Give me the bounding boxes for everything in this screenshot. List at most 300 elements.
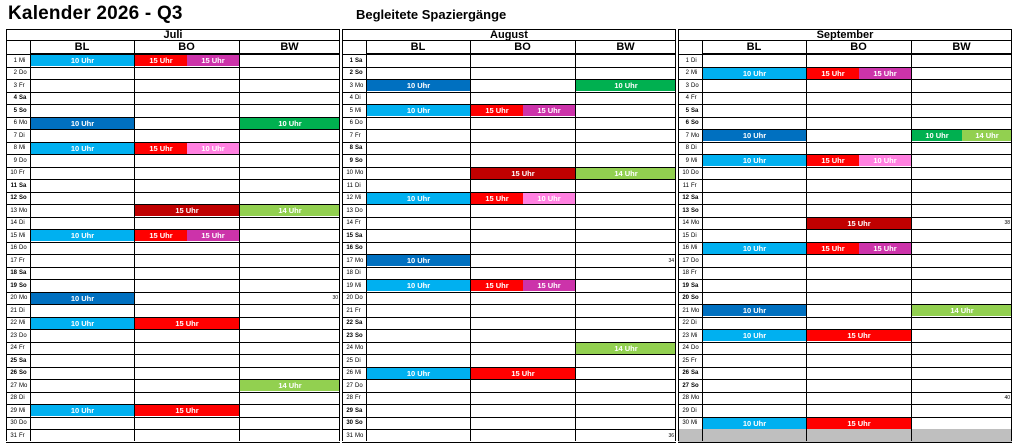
day-label [678,267,702,279]
row-divider [678,167,1012,168]
day-number: 25 [682,357,689,364]
day-label [6,267,30,279]
weekday: Sa [355,320,363,326]
column-divider [806,41,807,441]
day-label [678,317,702,329]
column-divider [1011,29,1012,441]
day-label [678,167,702,179]
column-divider [470,41,471,441]
row-divider [342,379,676,380]
day-number: 20 [346,295,353,301]
weekday: Fr [691,357,697,364]
day-label [342,405,366,417]
day-label [678,392,702,404]
appointment-bo[interactable]: 15 Uhr [471,368,575,379]
weekday: Mi [691,332,698,339]
day-number: 26 [682,370,689,376]
weekday: Do [691,345,699,351]
day-number: 24 [346,345,353,351]
appointment-bl[interactable]: 10 Uhr [31,143,134,154]
appointment-bo[interactable]: 15 Uhr [859,68,911,79]
row-divider [6,392,340,393]
column-divider [339,29,340,441]
weekday: Sa [19,270,27,276]
day-number: 7 [13,132,17,139]
column-header-bo: BO [806,41,911,54]
day-label [342,105,366,117]
weekday: Fr [355,307,361,314]
day-label [342,230,366,242]
weekday: Fr [691,95,697,101]
day-label [342,292,366,304]
row-divider [6,417,340,418]
appointment-bw[interactable]: 14 Uhr [962,130,1012,141]
day-label [342,167,366,179]
day-number: 30 [346,420,353,426]
weekday: Di [691,145,697,151]
appointment-bo[interactable]: 15 Uhr [135,318,239,329]
row-divider [6,242,340,243]
day-label [342,205,366,217]
column-header-bw: BW [911,41,1012,54]
day-label [6,217,30,229]
day-number: 15 [682,232,689,239]
weekday: Do [355,120,363,126]
weekday: Mo [355,432,364,439]
month-name: September [678,29,1012,41]
appointment-bw[interactable]: 14 Uhr [912,305,1012,316]
day-label [678,155,702,167]
row-divider [678,317,1012,318]
column-header-bl: BL [30,41,134,54]
row-divider [342,242,676,243]
day-number: 10 [346,170,353,176]
month-block [6,29,340,441]
appointment-bl[interactable]: 10 Uhr [31,55,134,66]
appointment-bo[interactable]: 10 Uhr [859,155,911,166]
day-label [6,405,30,417]
row-divider [342,204,676,205]
appointment-bl[interactable]: 10 Uhr [367,255,470,266]
appointment-bw[interactable]: 14 Uhr [240,205,340,216]
day-number: 18 [10,270,17,276]
day-number: 13 [346,207,353,214]
row-divider [678,367,1012,368]
appointment-bo[interactable]: 15 Uhr [523,105,575,116]
row-divider [342,392,676,393]
day-label [342,317,366,329]
appointment-bw[interactable]: 10 Uhr [240,118,340,129]
appointment-bl[interactable]: 10 Uhr [703,155,806,166]
weekday: Fr [19,257,25,264]
appointment-bw[interactable]: 10 Uhr [576,80,676,91]
weekday: Fr [355,132,361,139]
day-number: 21 [682,307,689,314]
calendar-grid [6,29,1012,441]
row-divider [342,217,676,218]
day-number: 18 [346,270,353,276]
appointment-bo[interactable]: 15 Uhr [135,143,187,154]
day-number: 9 [13,157,17,164]
day-label [678,255,702,267]
row-divider [678,404,1012,405]
appointment-bl[interactable]: 10 Uhr [31,318,134,329]
appointment-bl[interactable]: 10 Uhr [367,193,470,204]
day-number: 14 [346,220,353,226]
row-divider [6,342,340,343]
appointment-bo[interactable]: 15 Uhr [135,55,187,66]
column-divider [366,41,367,441]
day-number: 8 [13,145,17,151]
row-divider [678,179,1012,180]
day-number: 1 [349,57,353,64]
appointment-bl[interactable]: 10 Uhr [703,68,806,79]
day-label [678,405,702,417]
day-label [6,230,30,242]
day-label [6,67,30,79]
day-number: 27 [10,382,17,389]
day-label [342,55,366,67]
week-number: 34 [668,257,674,264]
day-label [6,367,30,379]
day-label [342,430,366,442]
column-divider [30,41,31,441]
appointment-bo[interactable]: 15 Uhr [471,193,523,204]
weekday: So [19,195,27,201]
weekday: So [355,157,363,164]
row-divider [6,429,340,430]
day-number: 19 [682,282,689,289]
appointment-bo[interactable]: 15 Uhr [523,280,575,291]
appointment-bo[interactable]: 15 Uhr [807,68,859,79]
day-number: 12 [682,195,689,201]
day-number: 24 [10,345,17,351]
day-number: 1 [13,57,17,64]
week-number: 36 [668,432,674,439]
day-number: 6 [13,120,17,126]
day-number: 3 [349,82,353,89]
day-number: 29 [682,407,689,414]
appointment-bl[interactable]: 10 Uhr [703,418,806,429]
day-label [678,142,702,154]
day-number: 7 [685,132,689,139]
appointment-bl[interactable]: 10 Uhr [367,368,470,379]
day-number: 20 [682,295,689,301]
weekday: Do [19,332,27,339]
week-number: 38 [1004,220,1010,226]
weekday: Mi [355,107,362,114]
row-divider [6,304,340,305]
weekday: So [355,332,363,339]
month-name: August [342,29,676,41]
appointment-bl[interactable]: 10 Uhr [703,330,806,341]
row-divider [342,429,676,430]
row-divider [678,79,1012,80]
day-number: 13 [10,207,17,214]
row-divider [6,167,340,168]
appointment-bo[interactable]: 15 Uhr [135,230,187,241]
day-label [6,180,30,192]
day-number: 4 [349,95,353,101]
appointment-bo[interactable]: 15 Uhr [471,280,523,291]
day-number: 2 [685,70,689,76]
day-number: 28 [682,395,689,401]
empty-day-filler [678,429,1012,442]
weekday: Di [355,182,361,189]
row-divider [678,392,1012,393]
appointment-bl[interactable]: 10 Uhr [31,293,134,304]
appointment-bl[interactable]: 10 Uhr [703,130,806,141]
weekday: Do [691,82,699,89]
row-divider [6,367,340,368]
day-label [342,392,366,404]
weekday: Sa [691,195,699,201]
week-number: 40 [1004,395,1010,401]
weekday: Do [355,207,363,214]
day-number: 8 [685,145,689,151]
appointment-bl[interactable]: 10 Uhr [367,105,470,116]
weekday: Mi [691,157,698,164]
weekday: Do [691,257,699,264]
day-number: 5 [13,107,17,114]
day-number: 5 [349,107,353,114]
day-number: 7 [349,132,353,139]
weekday: Mi [355,370,362,376]
day-label [6,342,30,354]
weekday: Fr [19,82,25,89]
page-title: Kalender 2026 - Q3 [8,3,183,24]
row-divider [342,267,676,268]
weekday: Fr [355,395,361,401]
weekday: So [691,382,699,389]
appointment-bo[interactable]: 15 Uhr [187,230,239,241]
day-label [6,292,30,304]
row-divider [6,354,340,355]
column-divider [6,29,7,441]
day-number: 20 [10,295,17,301]
day-label [342,192,366,204]
weekday: Sa [691,370,699,376]
weekday: So [691,295,699,301]
day-number: 11 [10,182,17,189]
appointment-bw[interactable]: 14 Uhr [240,380,340,391]
day-number: 27 [346,382,353,389]
day-label [342,180,366,192]
appointment-bl[interactable]: 10 Uhr [367,280,470,291]
weekday: Mi [355,195,362,201]
weekday: Mo [19,382,28,389]
weekday: Di [355,95,361,101]
day-label [342,80,366,92]
row-divider [678,292,1012,293]
column-header-bl: BL [366,41,470,54]
weekday: Mi [691,245,698,251]
weekday: Mo [19,120,28,126]
row-divider [6,192,340,193]
day-number: 15 [10,232,17,239]
weekday: Sa [355,57,363,64]
weekday: Di [19,395,25,401]
month-block [342,29,676,441]
day-label [6,92,30,104]
day-number: 30 [682,420,689,426]
row-divider [342,54,676,55]
appointment-bw[interactable]: 14 Uhr [576,168,676,179]
weekday: Mi [19,145,26,151]
day-label [678,330,702,342]
day-label [6,205,30,217]
weekday: Mo [355,170,364,176]
appointment-bo[interactable]: 15 Uhr [807,243,859,254]
appointment-bo[interactable]: 15 Uhr [807,155,859,166]
weekday: So [19,370,27,376]
row-divider [678,379,1012,380]
column-header-bl: BL [702,41,806,54]
day-label [678,342,702,354]
column-header-bo: BO [134,41,239,54]
day-number: 23 [682,332,689,339]
column-divider [575,41,576,441]
day-number: 16 [10,245,17,251]
weekday: Mi [691,70,698,76]
weekday: Sa [19,357,27,364]
day-label [678,217,702,229]
day-number: 10 [682,170,689,176]
day-number: 3 [13,82,17,89]
row-divider [342,354,676,355]
weekday: So [691,120,699,126]
appointment-bo[interactable]: 15 Uhr [187,55,239,66]
day-number: 16 [682,245,689,251]
weekday: Fr [691,182,697,189]
weekday: Di [355,270,361,276]
day-number: 19 [346,282,353,289]
day-label [342,380,366,392]
row-divider [342,142,676,143]
day-label [342,355,366,367]
weekday: Do [355,295,363,301]
day-number: 11 [682,182,689,189]
day-label [342,217,366,229]
appointment-bo[interactable]: 15 Uhr [807,218,911,229]
row-divider [342,442,676,443]
day-number: 28 [10,395,17,401]
day-number: 22 [682,320,689,326]
weekday: Fr [19,345,25,351]
appointment-bw[interactable]: 10 Uhr [912,130,962,141]
column-divider [675,29,676,441]
day-label [6,130,30,142]
appointment-bl[interactable]: 10 Uhr [31,230,134,241]
day-label [678,117,702,129]
appointment-bo[interactable]: 15 Uhr [807,418,911,429]
day-label [342,155,366,167]
row-divider [678,279,1012,280]
row-divider [342,117,676,118]
weekday: Sa [19,95,27,101]
day-label [6,380,30,392]
row-divider [6,267,340,268]
column-divider [134,41,135,441]
appointment-bo[interactable]: 15 Uhr [807,330,911,341]
day-label [342,92,366,104]
weekday: So [355,70,363,76]
appointment-bl[interactable]: 10 Uhr [703,243,806,254]
row-divider [678,229,1012,230]
page-subtitle: Begleitete Spaziergänge [356,7,507,22]
day-number: 9 [349,157,353,164]
appointment-bl[interactable]: 10 Uhr [31,118,134,129]
day-label [6,392,30,404]
weekday: Di [691,320,697,326]
day-label [342,67,366,79]
weekday: Do [19,420,27,426]
day-label [342,305,366,317]
appointment-bo[interactable]: 15 Uhr [471,105,523,116]
row-divider [678,92,1012,93]
weekday: Sa [355,407,363,414]
row-divider [6,79,340,80]
day-number: 1 [685,57,689,64]
weekday: Mi [19,232,26,239]
weekday: So [19,107,27,114]
day-label [6,117,30,129]
day-number: 6 [349,120,353,126]
day-label [342,367,366,379]
column-divider [702,41,703,441]
day-number: 25 [346,357,353,364]
appointment-bw[interactable]: 14 Uhr [576,343,676,354]
appointment-bo[interactable]: 15 Uhr [859,243,911,254]
day-label [6,192,30,204]
appointment-bo[interactable]: 10 Uhr [187,143,239,154]
day-label [6,155,30,167]
day-label [342,255,366,267]
weekday: Mo [691,307,700,314]
day-number: 13 [682,207,689,214]
appointment-bl[interactable]: 10 Uhr [367,80,470,91]
day-label [678,67,702,79]
appointment-bl[interactable]: 10 Uhr [703,305,806,316]
day-number: 24 [682,345,689,351]
appointment-bo[interactable]: 15 Uhr [135,405,239,416]
day-number: 16 [346,245,353,251]
row-divider [342,404,676,405]
row-divider [6,217,340,218]
day-label [678,417,702,429]
day-label [6,105,30,117]
row-divider [342,417,676,418]
row-divider [678,442,1012,443]
appointment-bo[interactable]: 15 Uhr [135,205,239,216]
row-divider [342,317,676,318]
day-label [678,367,702,379]
weekday: Fr [355,220,361,226]
row-divider [678,354,1012,355]
day-label [6,167,30,179]
day-number: 18 [682,270,689,276]
day-number: 15 [346,232,353,239]
row-divider [6,154,340,155]
weekday: Di [691,407,697,414]
appointment-bo[interactable]: 15 Uhr [471,168,575,179]
appointment-bl[interactable]: 10 Uhr [31,405,134,416]
row-divider [342,329,676,330]
weekday: Mo [691,220,700,226]
appointment-bo[interactable]: 10 Uhr [523,193,575,204]
day-label [6,142,30,154]
day-label [6,242,30,254]
